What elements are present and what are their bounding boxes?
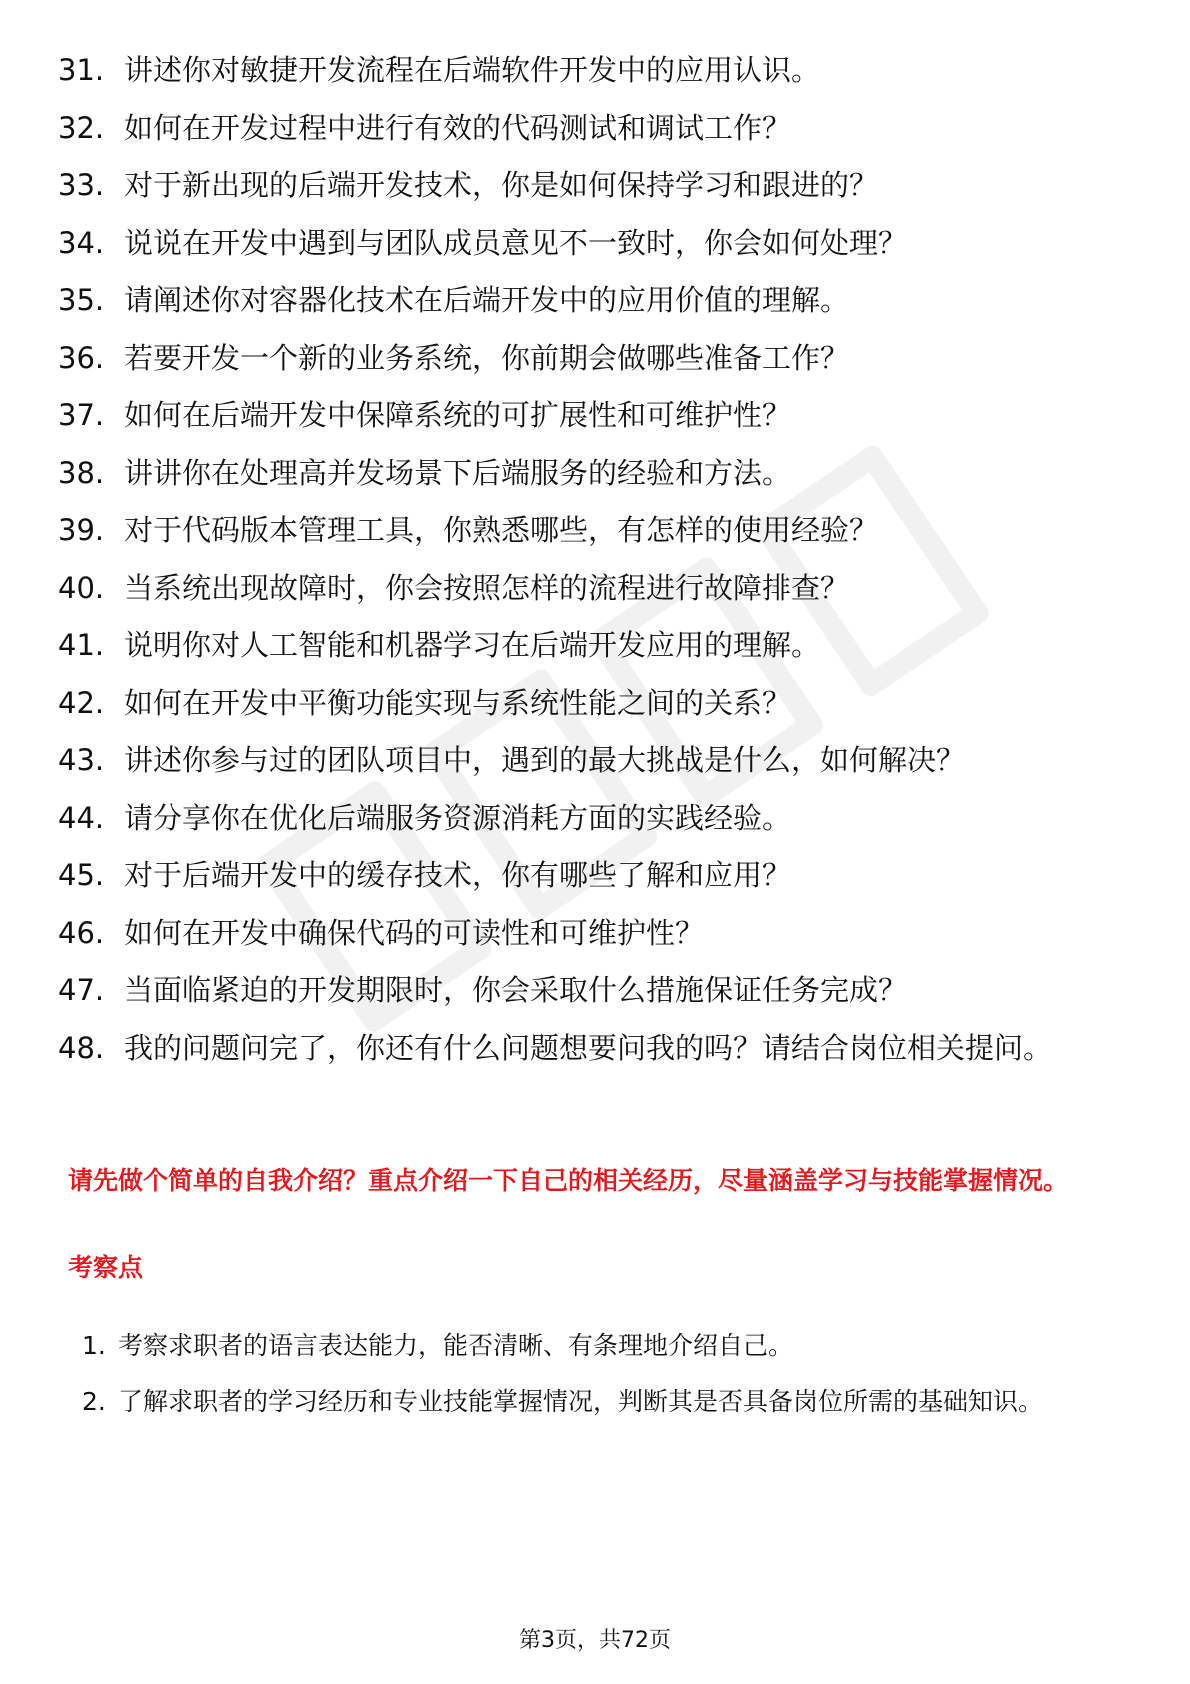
page-number-footer: 第3页，共72页 [519,1628,671,1653]
question-text: 说明你对人工智能和机器学习在后端开发应用的理解。 [124,628,821,662]
question-item [58,738,1138,782]
question-number: 37. [58,398,105,432]
question-number: 35. [58,283,105,317]
question-text: 如何在后端开发中保障系统的可扩展性和可维护性？ [124,398,792,432]
question-item [58,336,1138,380]
question-text: 我的问题问完了，你还有什么问题想要问我的吗？请结合岗位相关提问。 [124,1030,1053,1065]
question-text: 讲述你对敏捷开发流程在后端软件开发中的应用认识。 [124,53,821,87]
question-item [58,508,1138,552]
question-number: 36. [58,340,105,375]
question-item [58,681,1138,725]
question-number: 34. [58,225,105,260]
question-number: 38. [58,455,105,490]
question-text: 请分享你在优化后端服务资源消耗方面的实践经验。 [124,800,792,835]
question-text: 当面临紧迫的开发期限时，你会采取什么措施保证任务完成？ [124,973,908,1007]
question-number: 32. [58,110,105,145]
question-text: 如何在开发中平衡功能实现与系统性能之间的关系？ [124,685,792,720]
point-text: 考察求职者的语言表达能力，能否清晰、有条理地介绍自己。 [118,1331,794,1360]
question-number: 40. [58,570,105,605]
question-item [58,163,1138,207]
question-text: 对于新出现的后端开发技术，你是如何保持学习和跟进的？ [124,168,879,202]
question-item [58,796,1138,840]
question-text: 请阐述你对容器化技术在后端开发中的应用价值的理解。 [124,283,850,317]
question-list [58,48,1138,1083]
assessment-point [82,1374,1142,1430]
question-item [58,853,1138,897]
question-item [58,451,1138,495]
question-item [58,393,1138,437]
question-item [58,1026,1138,1070]
question-text: 对于后端开发中的缓存技术，你有哪些了解和应用？ [124,858,792,892]
question-number: 45. [58,858,105,892]
question-item [58,911,1138,955]
question-number: 47. [58,973,105,1007]
question-number: 41. [58,628,105,662]
question-text: 对于代码版本管理工具，你熟悉哪些，有怎样的使用经验？ [124,513,879,547]
point-number: 2. [82,1387,106,1416]
point-text: 了解求职者的学习经历和专业技能掌握情况，判断其是否具备岗位所需的基础知识。 [118,1387,1044,1416]
assessment-point [82,1318,1142,1374]
question-item [58,278,1138,322]
question-text: 如何在开发中确保代码的可读性和可维护性？ [124,915,705,950]
question-item [58,968,1138,1012]
question-text: 说说在开发中遇到与团队成员意见不一致时，你会如何处理？ [124,225,908,260]
question-item [58,221,1138,265]
question-item [58,566,1138,610]
question-number: 39. [58,513,105,547]
question-number: 31. [58,53,105,87]
question-number: 43. [58,743,105,777]
question-text: 讲述你参与过的团队项目中，遇到的最大挑战是什么，如何解决？ [124,743,966,777]
assessment-points-list [82,1318,1142,1430]
question-text: 若要开发一个新的业务系统，你前期会做哪些准备工作？ [124,340,850,375]
question-number: 42. [58,685,105,720]
point-number: 1. [82,1331,106,1360]
question-text: 讲讲你在处理高并发场景下后端服务的经验和方法。 [124,455,792,490]
question-text: 当系统出现故障时，你会按照怎样的流程进行故障排查？ [124,570,850,605]
assessment-points-heading: 考察点 [68,1253,144,1282]
question-item [58,106,1138,150]
question-text: 如何在开发过程中进行有效的代码测试和调试工作？ [124,110,792,145]
question-number: 46. [58,915,105,950]
section-heading: 请先做个简单的自我介绍？重点介绍一下自己的相关经历，尽量涵盖学习与技能掌握情况。 [68,1166,1069,1195]
question-item [58,623,1138,667]
question-number: 33. [58,168,105,202]
question-number: 48. [58,1030,105,1065]
question-number: 44. [58,800,105,835]
question-item [58,48,1138,92]
